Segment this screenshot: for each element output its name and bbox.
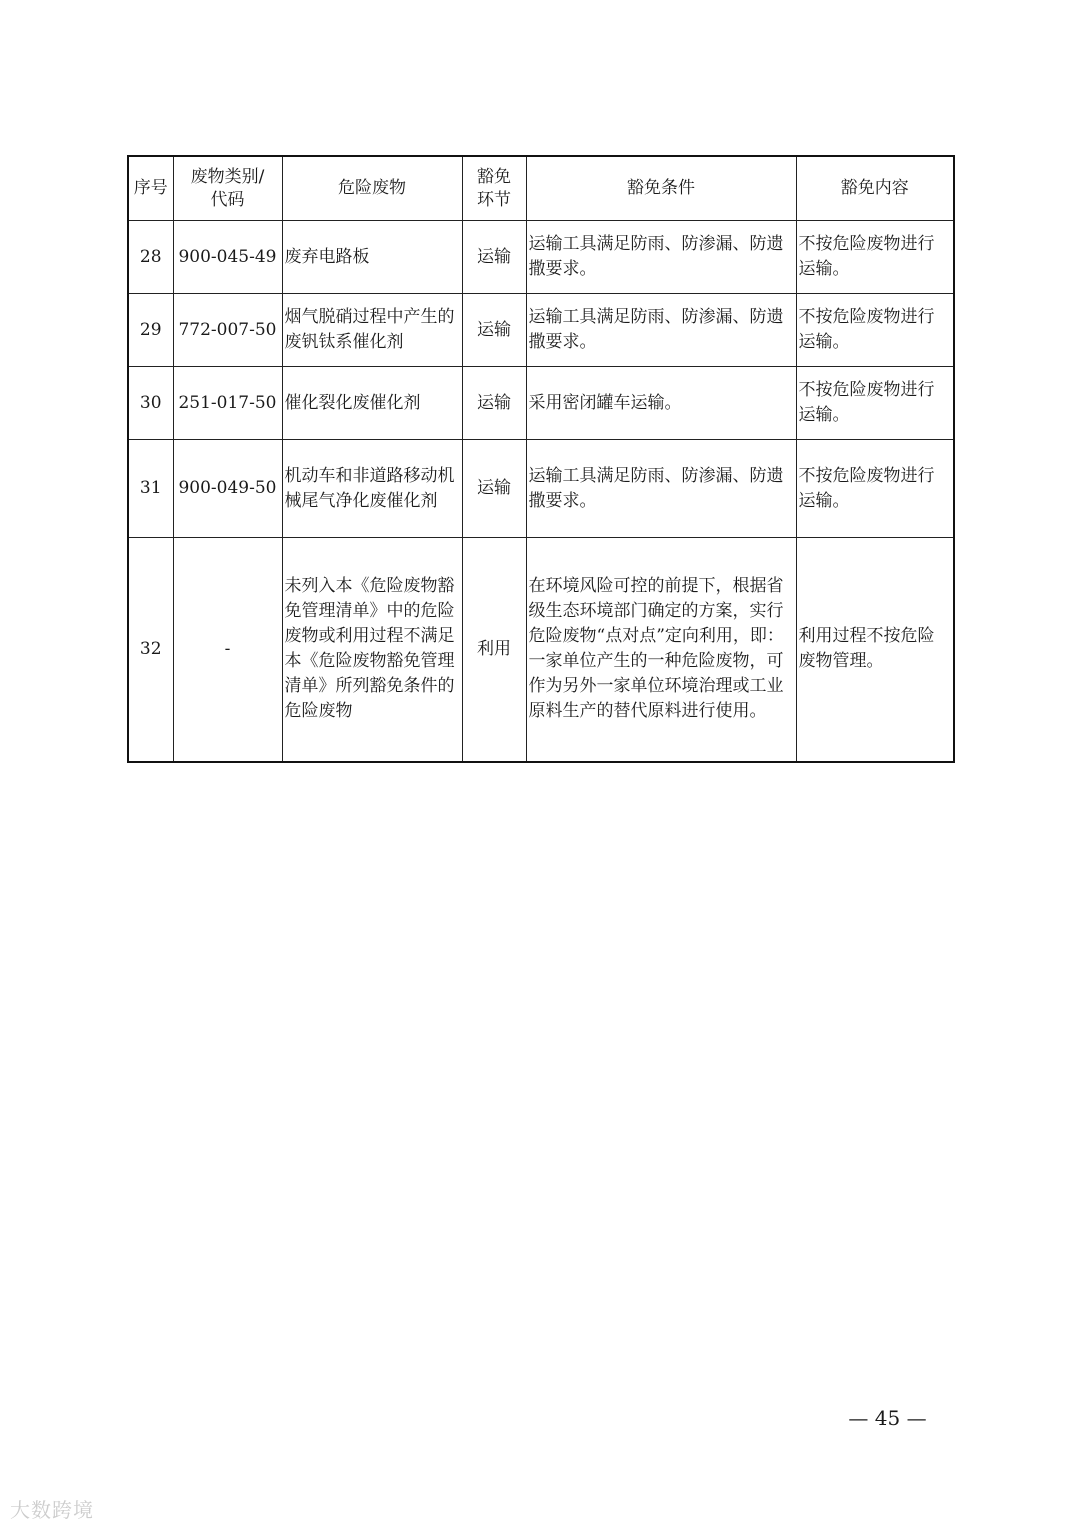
- table-row: [128, 440, 954, 538]
- table-row: [128, 367, 954, 440]
- row-waste: 催化裂化废催化剂: [282, 367, 462, 440]
- row-waste: 烟气脱硝过程中产生的废钒钛系催化剂: [282, 294, 462, 367]
- row-stage: 运输: [462, 440, 526, 538]
- row-code: 900-049-50: [173, 440, 282, 538]
- row-code: 900-045-49: [173, 221, 282, 294]
- table-header-row: [128, 156, 954, 221]
- row-no: 28: [128, 221, 173, 294]
- row-stage: 运输: [462, 221, 526, 294]
- row-code: 251-017-50: [173, 367, 282, 440]
- header-content: 豁免内容: [796, 156, 954, 221]
- row-content: 不按危险废物进行运输。: [796, 294, 954, 367]
- row-content: 利用过程不按危险废物管理。: [796, 538, 954, 762]
- row-content: 不按危险废物进行运输。: [796, 440, 954, 538]
- page-number: — 45 —: [848, 1406, 927, 1430]
- header-code: [173, 156, 282, 221]
- row-stage: 利用: [462, 538, 526, 762]
- row-condition: 运输工具满足防雨、防渗漏、防遗撒要求。: [526, 294, 796, 367]
- exemption-table: [127, 155, 955, 763]
- row-condition: 在环境风险可控的前提下，根据省级生态环境部门确定的方案，实行危险废物“点对点”定向利用，即：一家单位产生的一种危险废物，可作为另外一家单位环境治理或工业原料生产的替代原料进行使用。: [526, 538, 796, 762]
- header-code-line1: 废物类别/: [190, 166, 265, 187]
- watermark-logo: 大数跨境: [10, 1498, 94, 1522]
- row-code: -: [173, 538, 282, 762]
- row-content: 不按危险废物进行运输。: [796, 221, 954, 294]
- header-stage-line1: 豁免: [477, 166, 511, 187]
- row-condition: 运输工具满足防雨、防渗漏、防遗撒要求。: [526, 440, 796, 538]
- row-waste: 未列入本《危险废物豁免管理清单》中的危险废物或利用过程不满足本《危险废物豁免管理清单》所列豁免条件的危险废物: [282, 538, 462, 762]
- row-stage: 运输: [462, 294, 526, 367]
- header-stage: [462, 156, 526, 221]
- table-row: [128, 221, 954, 294]
- row-no: 30: [128, 367, 173, 440]
- header-condition: 豁免条件: [526, 156, 796, 221]
- header-code-line2: 代码: [210, 189, 245, 210]
- row-code: 772-007-50: [173, 294, 282, 367]
- table-row: [128, 538, 954, 762]
- header-no: 序号: [128, 156, 173, 221]
- table-row: [128, 294, 954, 367]
- row-condition: 运输工具满足防雨、防渗漏、防遗撒要求。: [526, 221, 796, 294]
- row-no: 32: [128, 538, 173, 762]
- row-no: 31: [128, 440, 173, 538]
- row-condition: 采用密闭罐车运输。: [526, 367, 796, 440]
- header-stage-line2: 环节: [477, 189, 511, 210]
- header-waste: 危险废物: [282, 156, 462, 221]
- row-no: 29: [128, 294, 173, 367]
- row-waste: 机动车和非道路移动机械尾气净化废催化剂: [282, 440, 462, 538]
- row-content: 不按危险废物进行运输。: [796, 367, 954, 440]
- row-stage: 运输: [462, 367, 526, 440]
- row-waste: 废弃电路板: [282, 221, 462, 294]
